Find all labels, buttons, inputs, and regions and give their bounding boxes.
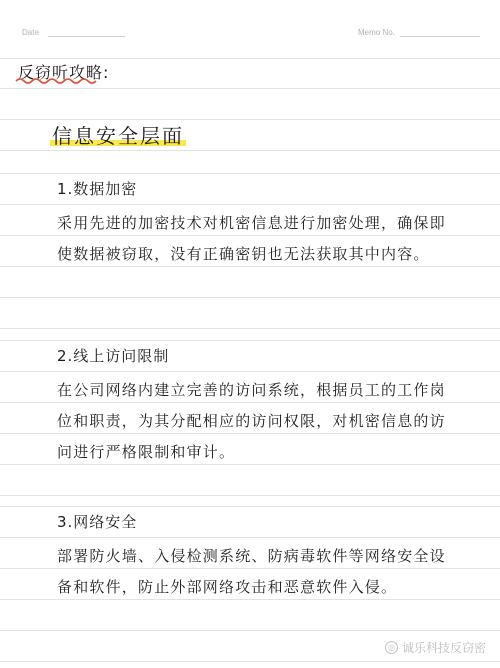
item-title-2: 2.线上访问限制 bbox=[57, 347, 170, 365]
item-body-1: 采用先进的加密技术对机密信息进行加密处理，确保即使数据被窃取，没有正确密钥也无法获取其中内容。 bbox=[57, 214, 446, 263]
page-title: 反窃听攻略: bbox=[18, 63, 110, 82]
date-line bbox=[48, 36, 125, 37]
date-label: Date bbox=[22, 28, 39, 37]
memo-label: Memo No. bbox=[358, 28, 395, 37]
watermark-text: 诚乐科技反窃密 bbox=[401, 641, 486, 655]
item-body-2: 在公司网络内建立完善的访问系统，根据员工的工作岗位和职责，为其分配相应的访问权限，对机密信息的访问进行严格限制和审计。 bbox=[57, 381, 446, 461]
item-body-3: 部署防火墙、入侵检测系统、防病毒软件等网络安全设备和软件，防止外部网络攻击和恶意软件入侵。 bbox=[57, 547, 446, 596]
watermark-logo-icon: ◎ bbox=[385, 641, 398, 654]
item-title-3: 3.网络安全 bbox=[57, 513, 138, 531]
item-title-1: 1.数据加密 bbox=[57, 180, 138, 198]
wavy-underline bbox=[14, 77, 100, 85]
watermark bbox=[385, 639, 486, 656]
section-heading: 信息安全层面 bbox=[52, 124, 184, 148]
memo-line bbox=[400, 36, 480, 37]
